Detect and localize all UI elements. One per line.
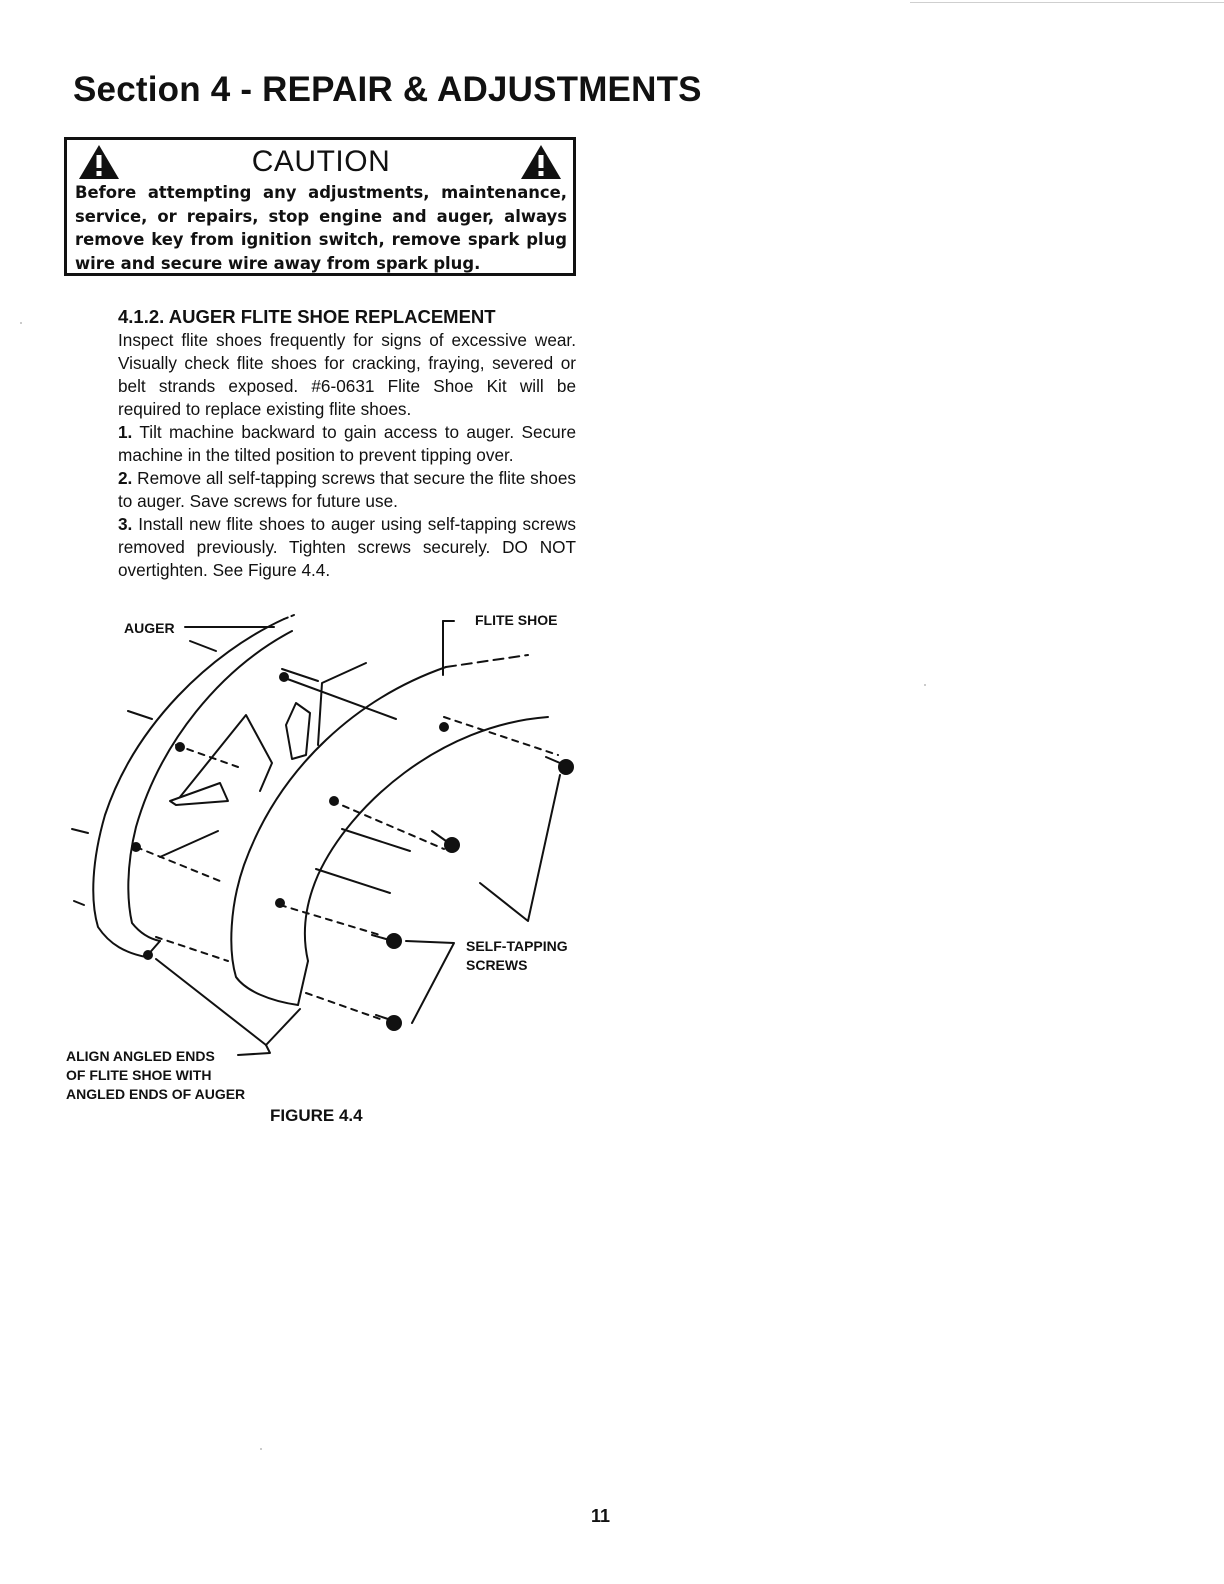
warning-triangle-icon (519, 143, 563, 181)
flite-shoe-section (118, 305, 576, 582)
caution-title: CAUTION (251, 145, 391, 178)
scan-edge-rule (910, 2, 1224, 3)
page-title: Section 4 - REPAIR & ADJUSTMENTS (73, 70, 702, 109)
scan-speck (20, 322, 22, 324)
step-text: Install new flite shoes to auger using self-tapping screws removed previously. Tighten screws securely. DO NOT overtighten. See Figure 4.4. (118, 514, 576, 580)
step-number: 3. (118, 514, 133, 534)
scan-speck (924, 684, 926, 686)
step-text: Remove all self-tapping screws that secure the flite shoes to auger. Save screws for future use. (118, 468, 576, 511)
page-number: 11 (591, 1506, 611, 1526)
step-2 (118, 467, 576, 513)
scan-speck (260, 1448, 262, 1450)
label-line: ALIGN ANGLED ENDS (66, 1048, 215, 1064)
figure-caption: FIGURE 4.4 (270, 1106, 363, 1125)
step-1 (118, 421, 576, 467)
label-line: SELF-TAPPING (466, 938, 568, 954)
label-line: OF FLITE SHOE WITH (66, 1067, 212, 1083)
label-auger: AUGER (124, 620, 175, 636)
auger-flite-shoe-diagram (60, 605, 600, 1105)
caution-text: Before attempting any adjustments, maintenance, service, or repairs, stop engine and auger, always remove key from ignition switch, remove spark plug wire and secure wire away from spark plug. (75, 183, 567, 273)
screw-icon (376, 1015, 401, 1030)
figure-4-4 (60, 605, 600, 1125)
step-number: 2. (118, 468, 133, 488)
screw-icon (546, 757, 573, 774)
screw-icon (372, 934, 401, 948)
label-line: ANGLED ENDS OF AUGER (66, 1086, 246, 1102)
label-flite-shoe: FLITE SHOE (475, 612, 558, 628)
section-intro: Inspect flite shoes frequently for signs of excessive wear. Visually check flite shoes for cracking, fraying, severed or belt strands exposed. #6-0631 Flite Shoe Kit will be required to replace existing flite shoes. (118, 330, 576, 419)
label-self-tapping-screws (466, 937, 568, 975)
caution-box (64, 137, 576, 276)
step-number: 1. (118, 422, 133, 442)
caution-header (75, 140, 567, 184)
step-text: Tilt machine backward to gain access to auger. Secure machine in the tilted position to prevent tipping over. (118, 422, 576, 465)
screw-icon (432, 831, 459, 852)
step-3 (118, 513, 576, 582)
label-align-angled-ends (66, 1047, 245, 1104)
section-heading: 4.1.2. AUGER FLITE SHOE REPLACEMENT (118, 306, 496, 327)
label-line: SCREWS (466, 957, 528, 973)
